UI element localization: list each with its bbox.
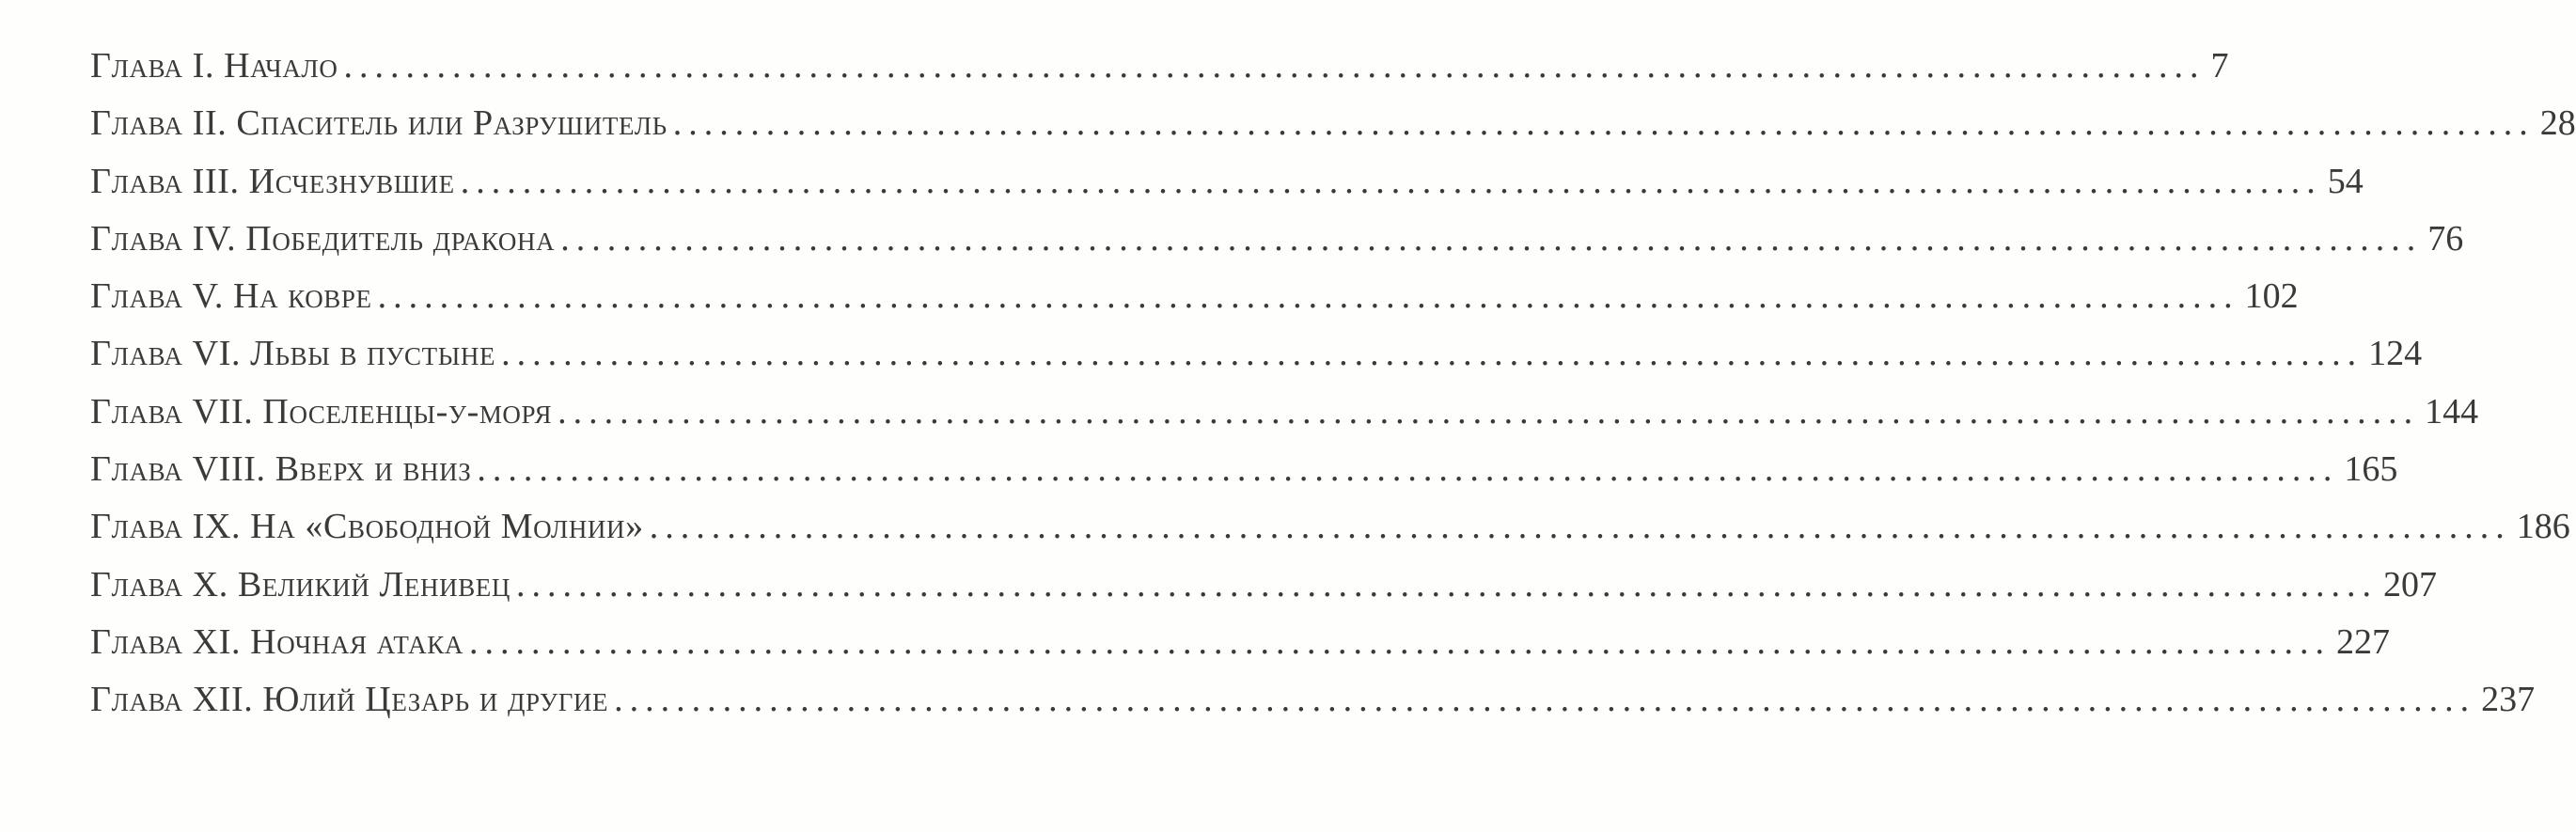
dot-leader: ........................................................................................................................ (460, 161, 2322, 201)
toc-entry (90, 448, 2398, 506)
page-number: 237 (2481, 680, 2536, 720)
chapter-title: Глава XII. Юлий Цезарь и другие (90, 680, 609, 720)
table-of-contents (90, 45, 2576, 737)
chapter-title: Глава IV. Победитель дракона (90, 218, 556, 259)
page-number: 54 (2327, 161, 2364, 201)
toc-entry (90, 506, 2570, 563)
dot-leader: ........................................................................................................................ (501, 334, 2364, 374)
chapter-title: Глава I. Начало (90, 46, 338, 86)
page-number: 227 (2335, 621, 2390, 662)
dot-leader: ........................................................................................................................ (477, 449, 2339, 490)
dot-leader: ........................................................................................................................ (672, 103, 2535, 144)
toc-entry (90, 679, 2536, 736)
toc-entry (90, 218, 2464, 275)
chapter-title: Глава II. Спаситель или Разрушитель (90, 103, 668, 144)
toc-entry (90, 275, 2299, 333)
chapter-title: Глава VIII. Вверх и вниз (90, 449, 472, 490)
chapter-title: Глава VII. Поселенцы-у-моря (90, 391, 553, 432)
toc-entry (90, 161, 2364, 218)
page-number: 7 (2210, 46, 2229, 86)
toc-entry (90, 621, 2390, 679)
toc-entry (90, 564, 2437, 621)
page-number: 76 (2427, 218, 2464, 259)
page-number: 165 (2344, 449, 2398, 490)
page-number: 124 (2368, 334, 2423, 374)
page-number: 102 (2244, 276, 2299, 317)
toc-entry (90, 391, 2479, 448)
dot-leader: ........................................................................................................................ (343, 46, 2206, 86)
dot-leader: ........................................................................................................................ (377, 276, 2239, 317)
dot-leader: ........................................................................................................................ (558, 391, 2420, 432)
toc-entry (90, 102, 2576, 160)
chapter-title: Глава X. Великий Ленивец (90, 564, 510, 604)
chapter-title: Глава V. На ковре (90, 276, 372, 317)
dot-leader: ........................................................................................................................ (649, 507, 2511, 547)
dot-leader: ........................................................................................................................ (468, 621, 2331, 662)
page-number: 144 (2425, 391, 2479, 432)
toc-entry (90, 333, 2423, 390)
page-number: 207 (2383, 564, 2437, 604)
chapter-title: Глава XI. Ночная атака (90, 621, 463, 662)
page-number: 28 (2539, 103, 2576, 144)
page-number: 186 (2516, 507, 2570, 547)
dot-leader: ........................................................................................................................ (614, 680, 2476, 720)
chapter-title: Глава IX. На «Свободной Молнии» (90, 507, 644, 547)
dot-leader: ........................................................................................................................ (560, 218, 2423, 259)
chapter-title: Глава VI. Львы в пустыне (90, 334, 496, 374)
toc-entry (90, 45, 2229, 102)
dot-leader: ........................................................................................................................ (516, 564, 2378, 604)
chapter-title: Глава III. Исчезнувшие (90, 161, 455, 201)
